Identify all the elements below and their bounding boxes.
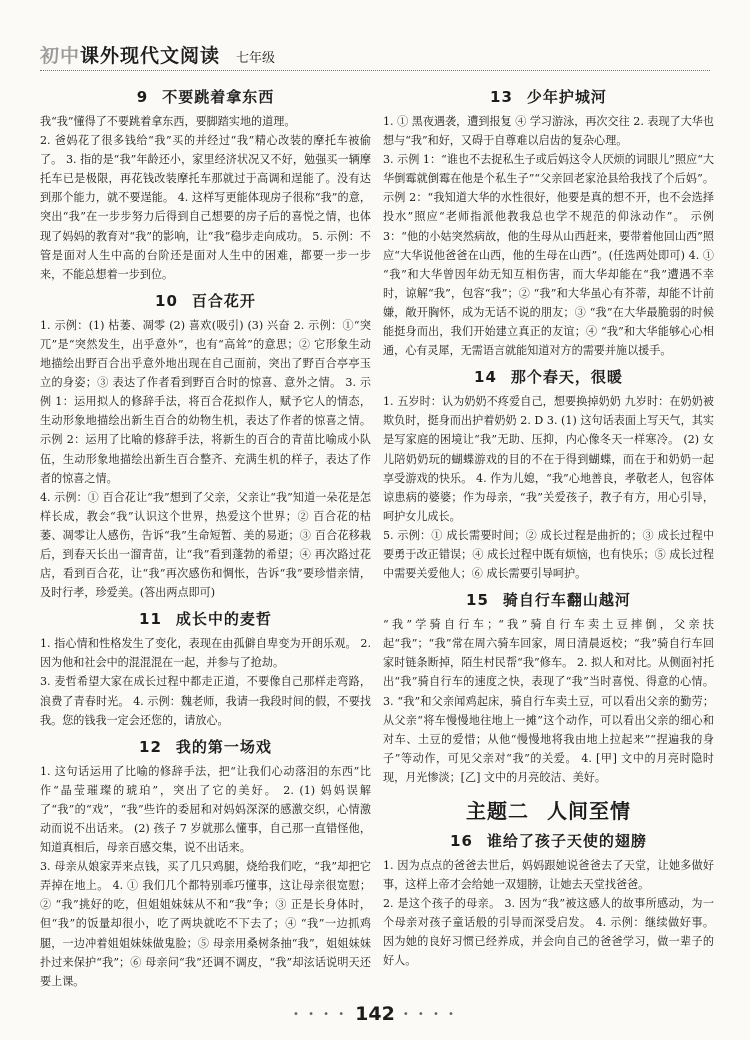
answer-paragraph: 1. 示例：(1) 枯萎、凋零 (2) 喜欢(吸引) (3) 兴奋 2. 示例：①“突兀”是“突然发生，出乎意外”，也有“高耸”的意思；② 它形象生动地描绘出野百合出乎意外地出现在自己面前，突出了野百合亭亭玉立的身姿；③ 表达了作者看到野百合时的惊喜、意外之情。 3. 示例 1：运用拟人的修辞手法，将百合花拟作人，赋予它人的情态，生动形象地描绘出新生百合的幼物生机，表达了作者的惊喜之情。 示例 2：运用了比喻的修辞手法，将新生的百合的青苗比喻成小队伍，生动形象地描绘出新生百合整齐、充满生机的样子，表达了作者的惊喜之情。 bbox=[40, 318, 371, 485]
section-title: 成长中的麦哲 bbox=[175, 610, 272, 629]
section-title: 我的第一场戏 bbox=[175, 737, 272, 756]
theme-title: 人间至情 bbox=[547, 799, 631, 823]
answer-paragraph: 2. 是这个孩子的母亲。 3. 因为“我”被这感人的故事所感动，为一个母亲对孩子童话般的引导而深受启发。 4. 示例：继续做好事。 因为她的良好习惯已经养成，并会向自己的爸爸学习，做一辈子的好人。 bbox=[383, 897, 714, 968]
page-footer bbox=[0, 1003, 750, 1025]
answer-paragraph: 1. 因为点点的爸爸去世后，妈妈跟她说爸爸去了天堂，让她多做好事，这样上帝才会给她一双翅膀，让她去天堂找爸爸。 bbox=[383, 859, 714, 892]
answer-section bbox=[40, 86, 371, 284]
section-title: 那个春天，很暖 bbox=[510, 368, 623, 387]
right-column bbox=[383, 84, 714, 977]
left-column bbox=[40, 84, 371, 997]
answer-paragraph: “我”学骑自行车；“我”骑自行车卖土豆摔倒，父亲扶起“我”；“我”常在周六骑车回家，周日清晨返校；“我”骑自行车回家时链条断掉，陌生村民帮“我”修车。 2. 拟人和对比。从侧面衬托出“我”骑自行车的速度之快，表现了“我”当时喜悦、得意的心情。 3. “我”和父亲闻鸡起床，骑自行车卖土豆，可以看出父亲的勤劳；从父亲“将车慢慢地往地上一摊”这个动作，可以看出父亲的细心和对车、土豆的爱惜；从他“慢慢地将我由地上拉起来”“捏遍我的身子”等动作，可见父亲对“我”的关爱。 4. [甲] 文中的月亮时隐时现，月光惨淡；[乙] 文中的月亮皎洁、美好。 bbox=[383, 618, 714, 784]
section-title: 谁给了孩子天使的翅膀 bbox=[486, 832, 647, 850]
answer-paragraph: 1. ① 黑夜遇袭，遭到报复 ④ 学习游泳，再次交往 2. 表现了大华也想与“我”和好，又碍于自尊难以启齿的复杂心理。 bbox=[383, 115, 714, 148]
section-number: 9 bbox=[136, 88, 149, 106]
answer-section bbox=[40, 290, 371, 602]
page-header bbox=[40, 38, 275, 68]
section-heading bbox=[40, 736, 371, 757]
answer-section bbox=[383, 86, 714, 360]
answer-paragraph: 2. 爸妈花了很多钱给“我”买的并经过“我”精心改装的摩托车被偷了。 3. 指的是“我”年龄还小，家里经济状况又不好，勉强买一辆摩托车已是极限，再花钱改装摩托车那就过于高调和逞能了。没有达到那个能力，就不要逞能。 4. 这样写更能体现房子很称“我”的意，突出“我”在一步步努力后得到自己想要的房子后的喜悦之情，也体现了妈妈的教育对“我”的影响，让“我”稳步走向成功。 5. 示例：不管是面对人生中高的台阶还是面对人生中的困难，都要一步一步来，不能总想着一步到位。 bbox=[40, 134, 371, 281]
section-heading bbox=[383, 589, 714, 610]
footer-dots-right: • • • • bbox=[402, 1009, 457, 1020]
section-title: 少年护城河 bbox=[526, 88, 607, 106]
answer-paragraph: 1. 这句话运用了比喻的修辞手法，把“让我们心动落泪的东西”比作“晶莹璀璨的琥珀”，突出了它的美好。 2. (1) 妈妈误解了“我”的“戏”，“我”些许的委屈和对妈妈深深的感激交织，心情激动而说不出话来。 (2) 孩子 7 岁就那么懂事，自己那一直错怪他，知道真相后，母亲百感交集，说不出话来。 bbox=[40, 764, 371, 855]
footer-dots-left: • • • • bbox=[293, 1009, 348, 1020]
section-heading bbox=[40, 86, 371, 107]
answer-paragraph: 3. 示例 1：“谁也不去捉私生子或后妈这令人厌烦的词眼儿”照应“大华倒霉就倒霉在他是个私生子”“父亲回老家沧县给我找了个后妈”。 示例 2：“我知道大华的水性很好，他要是真的想不开，也不会选择投水”照应“老师指派他教我总也学不规范的仰泳动作”。 示例 3：“他的小姑突然病故，他的生母从山西赶来，要带着他回山西”照应“大华说他爸爸在山西，他的生母在山西”。(任选两处即可) 4. ① “我”和大华曾因年幼无知互相伤害，而大华却能在“我”遭遇不幸时，谅解“我”，包容“我”；② “我”和大华虽心有芥蒂，却能不计前嫌，敞开胸怀，成为无话不说的朋友；③ “我”在大华最脆弱的时候能挺身而出，我们开始建立真正的友谊；④ “我”和大华能够心心相通，心有灵犀，无需语言就能知道对方的需要并施以援手。 bbox=[383, 153, 714, 358]
section-number: 11 bbox=[139, 610, 162, 629]
answer-paragraph: 5. 示例：① 成长需要时间；② 成长过程是曲折的；③ 成长过程中要勇于改正错误；④ 成长过程中既有烦恼，也有快乐；⑤ 成长过程中需要关爱他人；⑥ 成长需要引导呵护。 bbox=[383, 528, 714, 581]
section-number: 15 bbox=[466, 591, 489, 610]
section-title: 不要跳着拿东西 bbox=[162, 88, 275, 106]
section-number: 10 bbox=[155, 291, 178, 310]
section-heading bbox=[383, 366, 714, 387]
header-divider bbox=[40, 70, 710, 71]
theme-heading bbox=[383, 795, 714, 824]
section-heading bbox=[40, 608, 371, 629]
answer-section bbox=[40, 736, 371, 991]
answer-paragraph: 1. 指心情和性格发生了变化，表现在由孤僻自卑变为开朗乐观。 2. 因为他和社会中的混混混在一起，并参与了抢劫。 bbox=[40, 637, 371, 670]
answer-section bbox=[40, 608, 371, 729]
series-mark: 初中 bbox=[40, 45, 81, 67]
section-heading bbox=[383, 830, 714, 851]
section-number: 13 bbox=[490, 88, 513, 106]
page-number: 142 bbox=[355, 1003, 395, 1025]
section-number: 16 bbox=[450, 832, 473, 850]
grade-label: 七年级 bbox=[236, 51, 276, 66]
section-number: 14 bbox=[474, 368, 497, 387]
answer-paragraph: 我“我”懂得了不要跳着拿东西，要脚踏实地的道理。 bbox=[40, 115, 296, 128]
section-number: 12 bbox=[139, 737, 162, 756]
book-title: 课外现代文阅读 bbox=[80, 45, 221, 67]
theme-label: 主题二 bbox=[466, 799, 529, 823]
section-heading bbox=[383, 86, 714, 107]
section-heading bbox=[40, 290, 371, 311]
answer-paragraph: 4. 示例：① 百合花让“我”想到了父亲，父亲让“我”知道一朵花是怎样长成，教会“我”认识这个世界，热爱这个世界；② 百合花的枯萎、凋零让人感伤，告诉“我”生命短暂、美的易逝；③ 百合花移栽后，到春天长出一溜青苗，让“我”看到蓬勃的希望；④ 再次路过花店，看到百合花，让“我”再次感伤和惆怅，告诉“我”要珍惜亲情，及时行孝，珍爱美。(答出两点即可) bbox=[40, 490, 371, 600]
section-title: 百合花开 bbox=[191, 291, 256, 310]
section-title: 骑自行车翻山越河 bbox=[502, 591, 631, 610]
answer-paragraph: 3. 母亲从娘家弄来点钱，买了几只鸡腿，烧给我们吃，“我”却把它弄掉在地上。 4. ① 我们几个都特别乖巧懂事，这让母亲很宽慰；② “我”挑好的吃，但姐姐妹妹从不和“我”争；③ 正是长身体时，但“我”的饭量却很小，吃了两块就吃不下去了；④ “我”一边抓鸡腿，一边冲着姐姐妹妹做鬼脸；⑤ 母亲用桑树条抽“我”，姐姐妹妹扑过来保护“我”；⑥ 母亲问“我”还调不调皮，“我”却泫话说明天还要上课。 bbox=[40, 860, 371, 988]
answer-section bbox=[383, 366, 714, 583]
answer-section bbox=[383, 830, 714, 971]
answer-paragraph: 1. 五岁时：认为奶奶不疼爱自己，想要换掉奶奶 九岁时：在奶奶被欺负时，挺身而出护着奶奶 2. D 3. (1) 这句话表面上写天气，其实是写家庭的困境让“我”无助、压抑，内心像冬天一样寒冷。 (2) 女儿陪奶奶玩的蝴蝶游戏的目的不在于得到蝴蝶，而在于和奶奶一起享受游戏的快乐。 4. 作为儿媳，“我”心地善良，孝敬老人，包容体谅患病的婆婆；作为母亲，“我”关爱孩子，教子有方，用心引导，呵护女儿成长。 bbox=[383, 395, 714, 523]
answer-section bbox=[383, 589, 714, 787]
answer-paragraph: 3. 麦哲希望大家在成长过程中都走正道，不要像自己那样走弯路，浪费了青春时光。 4. 示例：魏老师，我请一我段时间的假，不要找我。您的钱我一定会还您的，请放心。 bbox=[40, 675, 371, 727]
